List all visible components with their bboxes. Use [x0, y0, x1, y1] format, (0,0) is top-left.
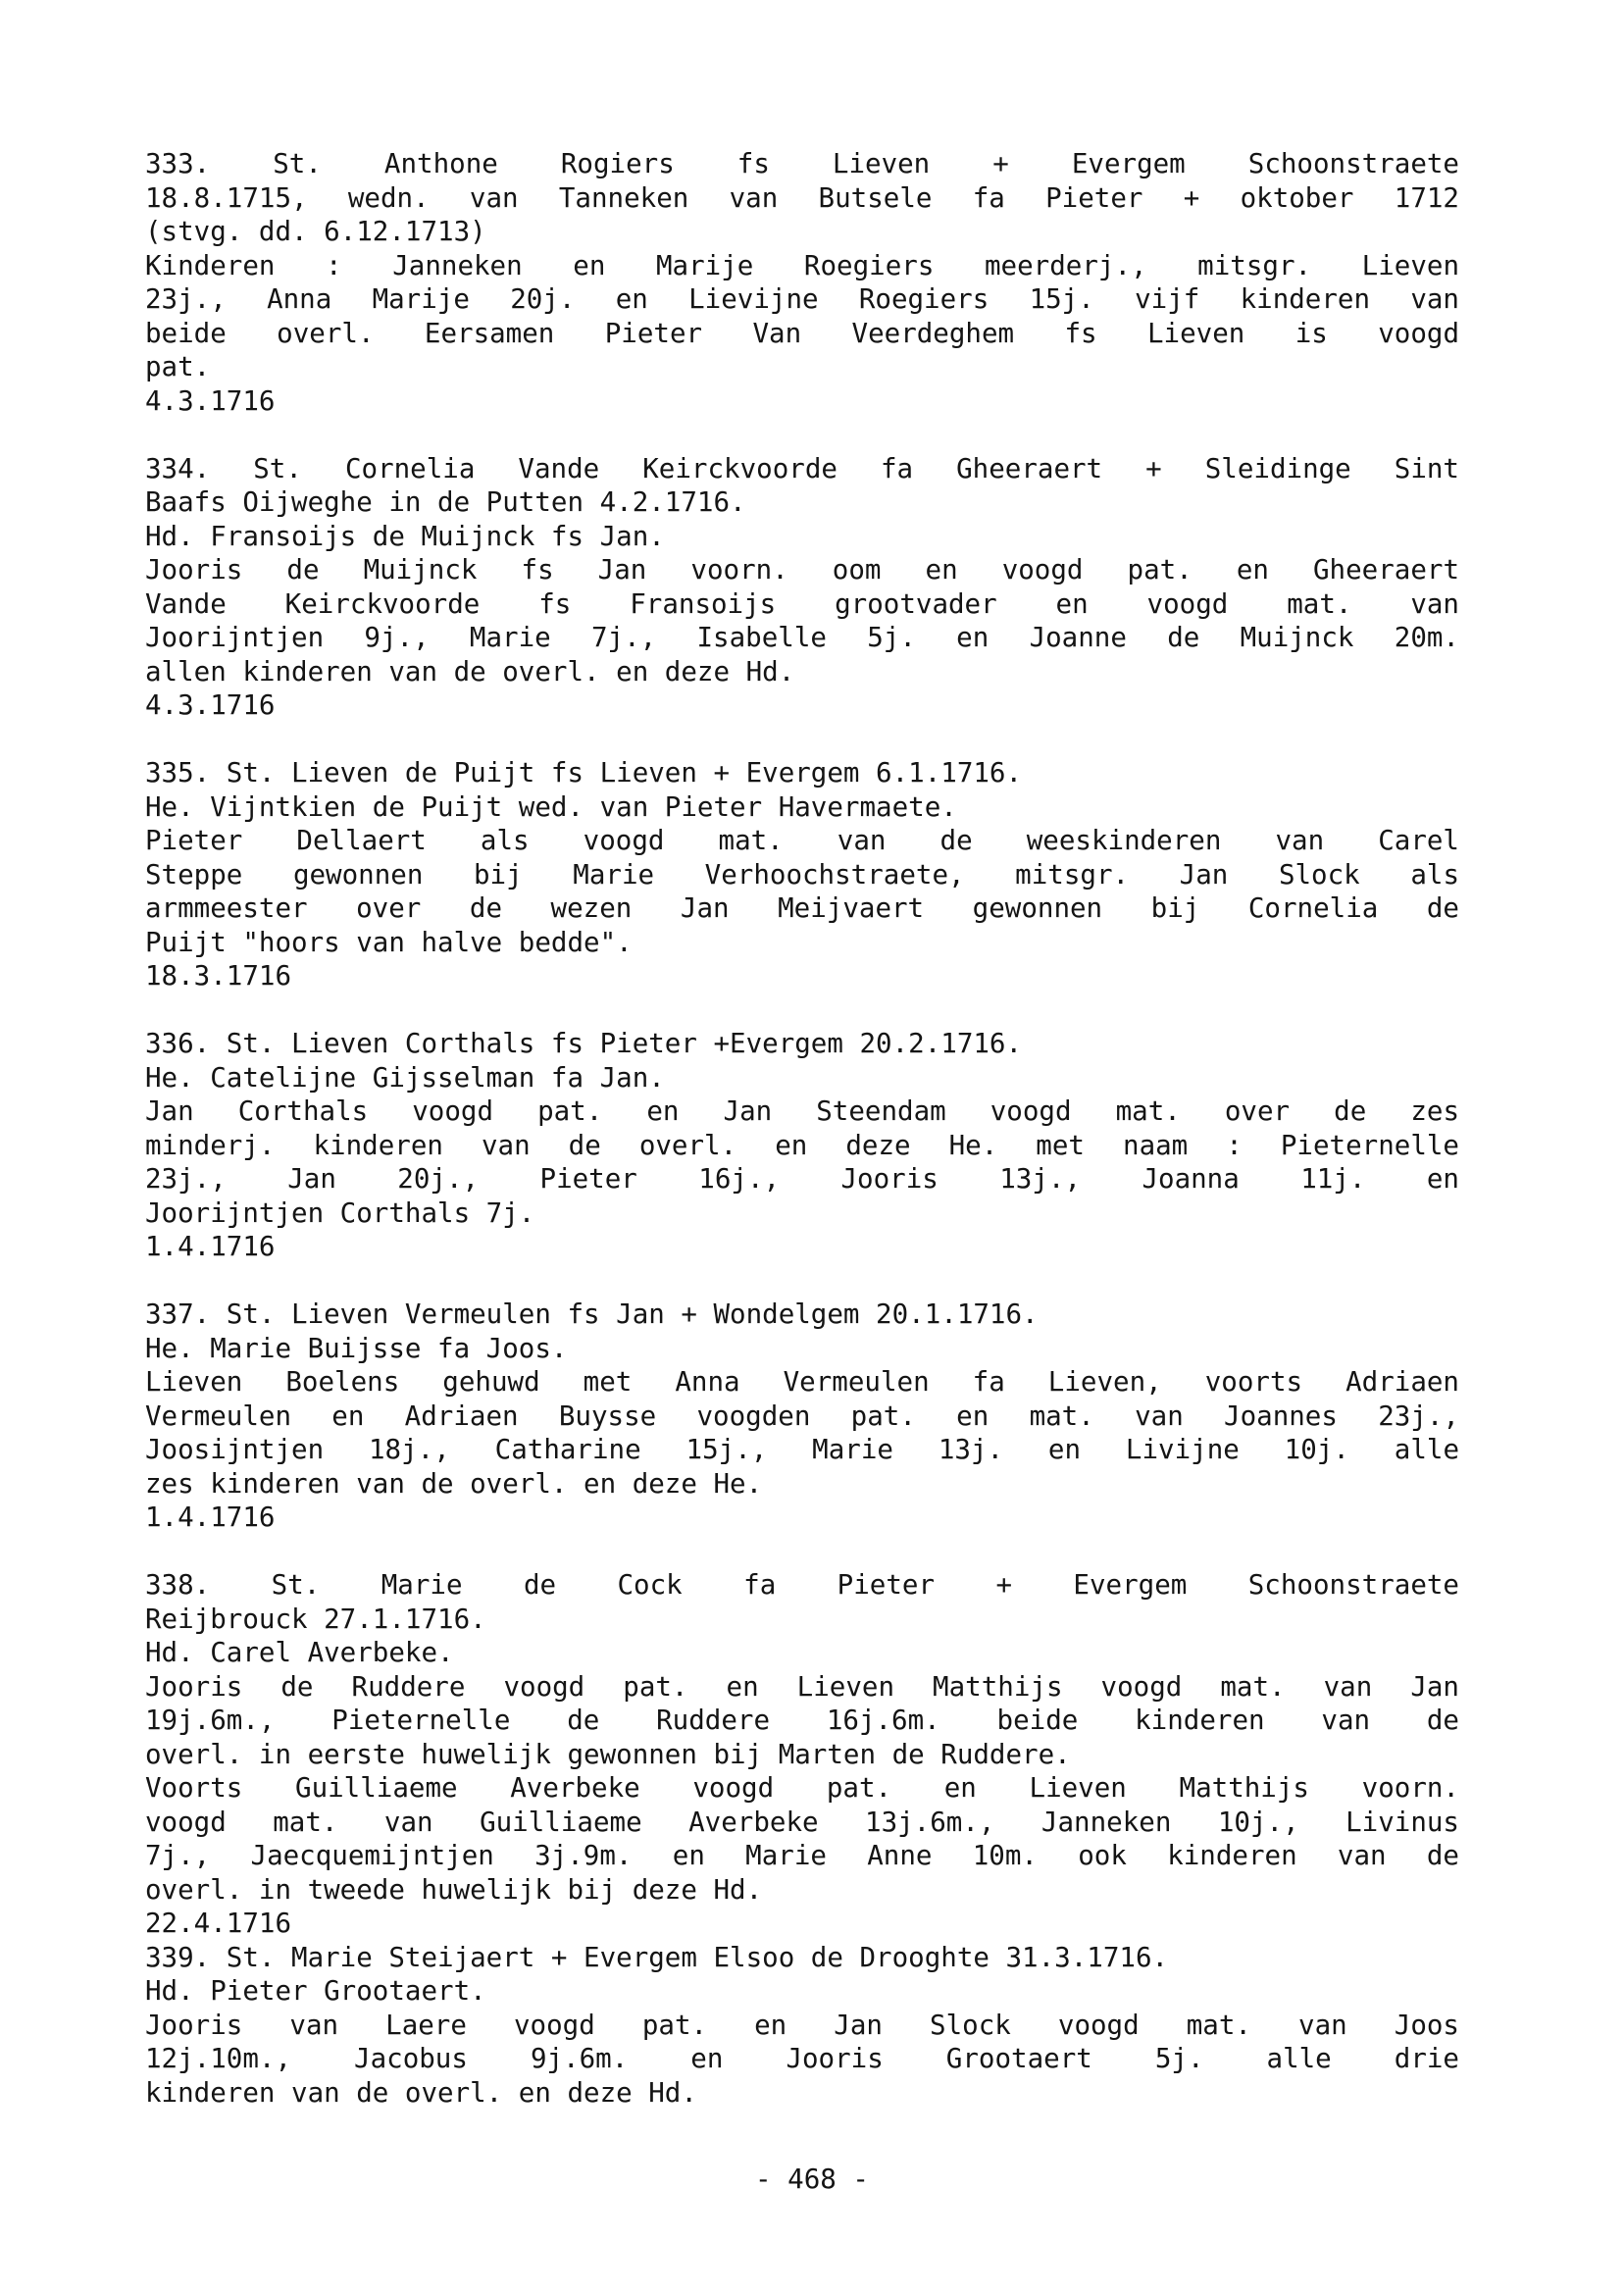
entry-line: Hd. Pieter Grootaert. [145, 1975, 486, 2007]
entry-line: kinderen van de overl. en deze Hd. [145, 2076, 697, 2109]
entry-line: Lieven Boelens gehuwd met Anna Vermeulen fa Lieven, voorts Adriaen [145, 1366, 1459, 1398]
entry-line: 336. St. Lieven Corthals fs Pieter +Evergem 20.2.1716. [145, 1028, 1023, 1059]
entry-line: 22.4.1716 [145, 1908, 292, 1939]
entry-line: Jooris de Ruddere voogd pat. en Lieven Matthijs voogd mat. van Jan [145, 1670, 1459, 1703]
register-entry [145, 1941, 1459, 2111]
entry-line: 334. St. Cornelia Vande Keirckvoorde fa Gheeraert + Sleidinge Sint [145, 452, 1459, 484]
page-number: - 468 - [755, 2164, 869, 2195]
entry-line: 7j., Jaecquemijntjen 3j.9m. en Marie Anne 10m. ook kinderen van de [145, 1840, 1459, 1871]
entry-line: armmeester over de wezen Jan Meijvaert gewonnen bij Cornelia de [145, 892, 1459, 924]
entry-line: 4.3.1716 [145, 689, 276, 721]
entry-line: 4.3.1716 [145, 384, 276, 417]
entry-line: He. Marie Buijsse fa Joos. [145, 1332, 568, 1364]
entry-line: minderj. kinderen van de overl. en deze He. met naam : Pieternelle [145, 1129, 1459, 1161]
entry-line: He. Catelijne Gijsselman fa Jan. [145, 1061, 665, 1094]
entry-line: Jooris van Laere voogd pat. en Jan Slock voogd mat. van Joos [145, 2009, 1459, 2041]
entry-line: Reijbrouck 27.1.1716. [145, 1603, 486, 1635]
entry-line: overl. in eerste huwelijk gewonnen bij Marten de Ruddere. [145, 1738, 1071, 1770]
entry-line: 18.8.1715, wedn. van Tanneken van Butsele fa Pieter + oktober 1712 [145, 181, 1459, 214]
entry-line: Joorijntjen 9j., Marie 7j., Isabelle 5j. en Joanne de Muijnck 20m. [145, 622, 1459, 653]
entry-line: Joorijntjen Corthals 7j. [145, 1196, 535, 1229]
entry-line: 23j., Anna Marije 20j. en Lievijne Roegiers 15j. vijf kinderen van [145, 283, 1459, 315]
entry-line: (stvg. dd. 6.12.1713) [145, 216, 486, 247]
entry-line: Baafs Oijweghe in de Putten 4.2.1716. [145, 486, 746, 518]
entry-line: 1.4.1716 [145, 1231, 276, 1262]
entry-line: Joosijntjen 18j., Catharine 15j., Marie 13j. en Livijne 10j. alle [145, 1434, 1459, 1465]
entry-line: 12j.10m., Jacobus 9j.6m. en Jooris Grootaert 5j. alle drie [145, 2043, 1459, 2074]
entry-line: zes kinderen van de overl. en deze He. [145, 1467, 763, 1500]
entry-line: beide overl. Eersamen Pieter Van Veerdeghem fs Lieven is voogd [145, 317, 1459, 349]
entry-line: 18.3.1716 [145, 960, 292, 992]
entry-line: voogd mat. van Guilliaeme Averbeke 13j.6m., Janneken 10j., Livinus [145, 1806, 1459, 1838]
entry-line: allen kinderen van de overl. en deze Hd. [145, 655, 795, 687]
register-entry [145, 147, 1459, 418]
entry-line: 338. St. Marie de Cock fa Pieter + Evergem Schoonstraete [145, 1569, 1459, 1601]
entry-line: pat. [145, 351, 211, 382]
entry-line: Vande Keirckvoorde fs Fransoijs grootvader en voogd mat. van [145, 587, 1459, 620]
entry-line: Voorts Guilliaeme Averbeke voogd pat. en Lieven Matthijs voorn. [145, 1772, 1459, 1804]
entry-line: Kinderen : Janneken en Marije Roegiers meerderj., mitsgr. Lieven [145, 249, 1459, 281]
entry-line: Jan Corthals voogd pat. en Jan Steendam voogd mat. over de zes [145, 1095, 1459, 1127]
entry-line: 337. St. Lieven Vermeulen fs Jan + Wondelgem 20.1.1716. [145, 1298, 1039, 1330]
entry-line: Hd. Carel Averbeke. [145, 1637, 454, 1668]
register-entry [145, 1298, 1459, 1535]
entry-line: Puijt "hoors van halve bedde". [145, 926, 633, 958]
entry-line: 23j., Jan 20j., Pieter 16j., Jooris 13j., Joanna 11j. en [145, 1163, 1459, 1195]
entry-line: overl. in tweede huwelijk bij deze Hd. [145, 1873, 763, 1906]
entry-line: Vermeulen en Adriaen Buysse voogden pat. en mat. van Joannes 23j., [145, 1400, 1459, 1432]
document-page [145, 147, 1459, 2285]
entry-line: Steppe gewonnen bij Marie Verhoochstraete, mitsgr. Jan Slock als [145, 858, 1459, 891]
register-entry [145, 1027, 1459, 1264]
entry-line: 19j.6m., Pieternelle de Ruddere 16j.6m. beide kinderen van de [145, 1705, 1459, 1736]
register-entry [145, 452, 1459, 723]
entry-line: Hd. Fransoijs de Muijnck fs Jan. [145, 520, 665, 552]
register-entry [145, 756, 1459, 993]
entry-line: 333. St. Anthone Rogiers fs Lieven + Evergem Schoonstraete [145, 148, 1459, 179]
entry-line: Pieter Dellaert als voogd mat. van de weeskinderen van Carel [145, 825, 1459, 856]
entries-list [145, 147, 1459, 2110]
entry-line: 1.4.1716 [145, 1502, 276, 1533]
entry-line: 339. St. Marie Steijaert + Evergem Elsoo de Drooghte 31.3.1716. [145, 1941, 1169, 1973]
entry-line: He. Vijntkien de Puijt wed. van Pieter Havermaete. [145, 790, 957, 823]
register-entry [145, 1568, 1459, 1941]
entry-line: Jooris de Muijnck fs Jan voorn. oom en voogd pat. en Gheeraert [145, 554, 1459, 585]
entry-line: 335. St. Lieven de Puijt fs Lieven + Evergem 6.1.1716. [145, 757, 1023, 789]
